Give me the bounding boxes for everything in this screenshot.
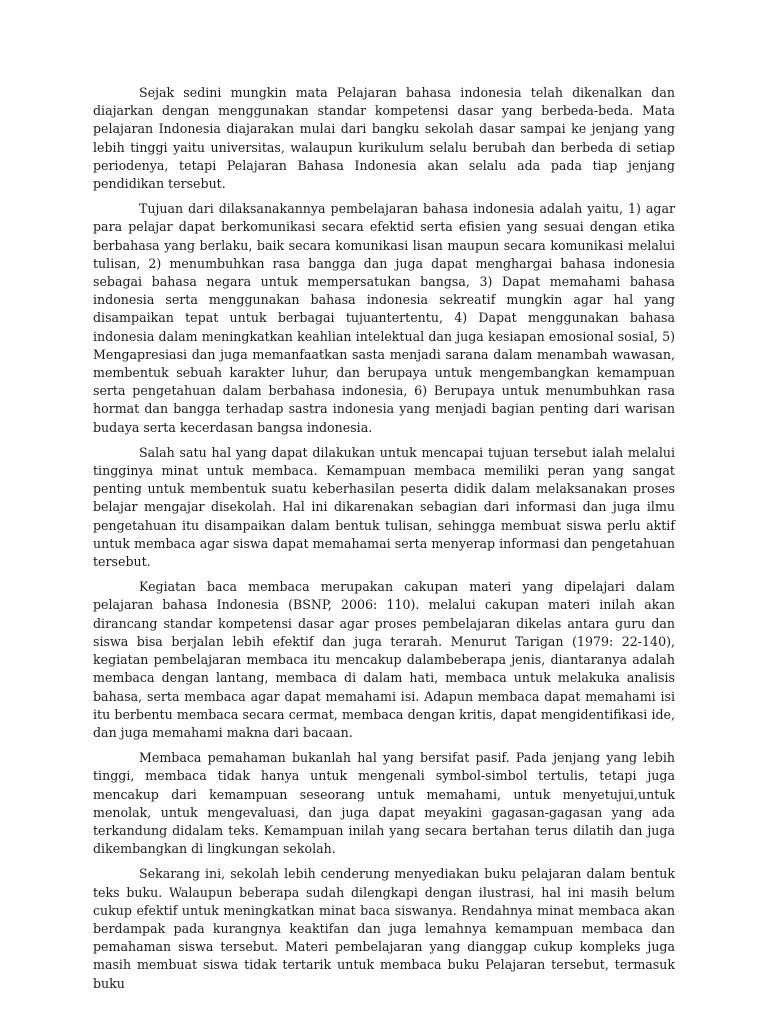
paragraph-6: Sekarang ini, sekolah lebih cenderung menyediakan buku pelajaran dalam bentuk teks buku. Walaupun beberapa sudah dilengkapi dengan ilustrasi, hal ini masih belum cukup efektif untuk meningkatkan minat baca siswanya. Rendahnya minat membaca akan berdampak pada kurangnya keaktifan dan juga lemahnya kemampuan membaca dan pemahaman siswa tersebut. Materi pembelajaran yang dianggap cukup kompleks juga masih membuat siswa tidak tertarik untuk membaca buku Pelajaran tersebut, termasuk buku xyxy=(93,866,675,991)
paragraph-2: Tujuan dari dilaksanakannya pembelajaran bahasa indonesia adalah yaitu, 1) agar para pelajar dapat berkomunikasi secara efektid serta efisien yang sesuai dengan etika berbahasa yang berlaku, baik secara komunikasi lisan maupun secara komunikasi melalui tulisan, 2) menumbuhkan rasa bangga dan juga dapat menghargai bahasa indonesia sebagai bahasa negara untuk mempersatukan bangsa, 3) Dapat memahami bahasa indonesia serta menggunakan bahasa indonesia sekreatif mungkin agar hal yang disampaikan tepat untuk berbagai tujuantertentu, 4) Dapat menggunakan bahasa indonesia dalam meningkatkan keahlian intelektual dan juga kesiapan emosional sosial, 5) Mengapresiasi dan juga memanfaatkan sasta menjadi sarana dalam menambah wawasan, membentuk sebuah karakter luhur, dan berupaya untuk mengembangkan kemampuan serta pengetahuan dalam berbahasa indonesia, 6) Berupaya untuk menumbuhkan rasa hormat dan bangga terhadap sastra indonesia yang menjadi bagian penting dari warisan budaya serta kecerdasan bangsa indonesia. xyxy=(93,201,675,435)
paragraph-4: Kegiatan baca membaca merupakan cakupan materi yang dipelajari dalam pelajaran bahasa Indonesia (BSNP, 2006: 110). melalui cakupan materi inilah akan dirancang standar kompetensi dasar agar proses pembelajaran dikelas antara guru dan siswa bisa berjalan lebih efektif dan juga terarah. Menurut Tarigan (1979: 22-140), kegiatan pembelajaran membaca itu mencakup dalambeberapa jenis, diantaranya adalah membaca dengan lantang, membaca di dalam hati, membaca untuk melakuka analisis bahasa, serta membaca agar dapat memahami isi. Adapun membaca dapat memahami isi itu berbentu membaca secara cermat, membaca dengan kritis, dapat mengidentifikasi ide, dan juga memahami makna dari bacaan. xyxy=(93,579,675,740)
document-page xyxy=(93,84,675,1000)
paragraph-1: Sejak sedini mungkin mata Pelajaran bahasa indonesia telah dikenalkan dan diajarkan dengan menggunakan standar kompetensi dasar yang berbeda-beda. Mata pelajaran Indonesia diajarakan mulai dari bangku sekolah dasar sampai ke jenjang yang lebih tinggi yaitu universitas, walaupun kurikulum selalu berubah dan berbeda di setiap periodenya, tetapi Pelajaran Bahasa Indonesia akan selalu ada pada tiap jenjang pendidikan tersebut. xyxy=(93,85,675,192)
paragraph-3: Salah satu hal yang dapat dilakukan untuk mencapai tujuan tersebut ialah melalui tingginya minat untuk membaca. Kemampuan membaca memiliki peran yang sangat penting untuk membentuk suatu keberhasilan peserta didik dalam melaksanakan proses belajar mengajar disekolah. Hal ini dikarenakan sebagian dari informasi dan juga ilmu pengetahuan itu disampaikan dalam bentuk tulisan, sehingga membuat siswa perlu aktif untuk membaca agar siswa dapat memahamai serta menyerap informasi dan pengetahuan tersebut. xyxy=(93,444,675,570)
paragraph-5: Membaca pemahaman bukanlah hal yang bersifat pasif. Pada jenjang yang lebih tinggi, membaca tidak hanya untuk mengenali symbol-simbol tertulis, tetapi juga mencakup dari kemampuan seseorang untuk memahami, untuk menyetujui,untuk menolak, untuk mengevaluasi, dan juga dapat meyakini gagasan-gagasan yang ada terkandung didalam teks. Kemampuan inilah yang secara bertahan terus dilatih dan juga dikembangkan di lingkungan sekolah. xyxy=(93,750,675,857)
